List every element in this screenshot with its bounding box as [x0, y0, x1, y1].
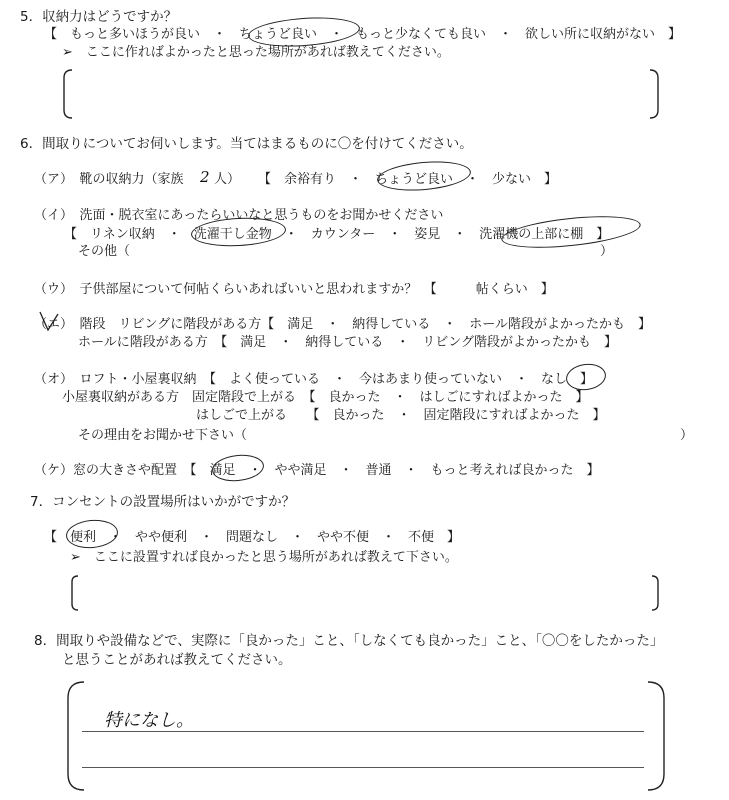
q6-i-other-label: その他（ [78, 244, 131, 259]
q5-answer-bracket[interactable] [62, 68, 660, 120]
q6-o-line3[interactable]: はしごで上がる 【 良かった ・ 固定階段にすればよかった 】 [196, 408, 606, 423]
q6-a-selection-circle [376, 158, 472, 194]
q6-o-reason-label: その理由をお聞かせ下さい（ [78, 428, 248, 443]
q6-u-question: （ウ） 子供部屋について何帖くらいあればいいと思われますか？ 【 帖くらい 】 [34, 282, 554, 297]
q8-answer-line-2 [82, 767, 644, 768]
q6-o-line2[interactable]: 小屋裏収納がある方 固定階段で上がる 【 良かった ・ はしごにすればよかった 】 [62, 390, 589, 405]
q6-i-selection-circle-2 [500, 211, 642, 253]
q7-answer-bracket[interactable] [70, 574, 660, 612]
q6-title: 6．間取りについてお伺いします。当てはまるものに〇を付けてください。 [20, 136, 473, 152]
q8-handwritten-answer: 特になし。 [104, 710, 194, 731]
q6-a-family-count[interactable]: 2 [200, 168, 210, 186]
q5-options[interactable]: 【 もっと多いほうが良い ・ ちょうど良い ・ もっと少なくても良い ・ 欲しい所に収納がない 】 [44, 27, 682, 42]
q6-ke-line[interactable]: （ケ）窓の大きさや配置 【 満足 ・ やや満足 ・ 普通 ・ もっと考えれば良かった 】 [34, 463, 600, 478]
q6-i-options[interactable]: 【 リネン収納 ・ 洗濯干し金物 ・ カウンター ・ 姿見 ・ 洗濯機の上部に棚 】 [64, 227, 610, 242]
q8-title-line1: 8．間取りや設備などで、実際に「良かった」こと、「しなくても良かった」こと、「〇〇をしたかった」 [34, 633, 664, 649]
q6-i-question: （イ） 洗面・脱衣室にあったらいいなと思うものをお聞かせください [34, 208, 444, 223]
q7-title: 7．コンセントの設置場所はいかがですか？ [30, 494, 296, 510]
q7-prompt: ➢ ここに設置すれば良かったと思う場所があれば教えて下さい。 [70, 550, 458, 565]
q6-i-other-close: ） [600, 244, 614, 259]
q6-e-checkmark-icon [38, 310, 60, 334]
q6-o-reason-close: ） [680, 428, 694, 443]
q5-prompt: ➢ ここに作ればよかったと思った場所があれば教えてください。 [62, 45, 450, 60]
q6-a-unit: 人） [214, 172, 241, 187]
q6-a-shoe-label: （ア） 靴の収納力（家族 [34, 172, 184, 187]
q6-e-line2[interactable]: ホールに階段がある方 【 満足 ・ 納得している ・ リビング階段がよかったかも 】 [78, 335, 617, 350]
q5-title: 5．収納力はどうですか？ [20, 9, 178, 25]
q6-o-line1[interactable]: （オ） ロフト・小屋裏収納 【 よく使っている ・ 今はあまり使っていない ・ なし 】 [34, 372, 594, 387]
q8-answer-box[interactable] [66, 680, 666, 792]
q8-title-line2: と思うことがあれば教えてください。 [62, 652, 292, 668]
q6-e-line1[interactable]: （エ） 階段 リビングに階段がある方【 満足 ・ 納得している ・ ホール階段がよかったかも 】 [34, 317, 651, 332]
q6-a-options[interactable]: 【 余裕有り ・ ちょうど良い ・ 少ない 】 [258, 172, 558, 187]
q7-options[interactable]: 【 便利 ・ やや便利 ・ 問題なし ・ やや不便 ・ 不便 】 [44, 530, 461, 545]
